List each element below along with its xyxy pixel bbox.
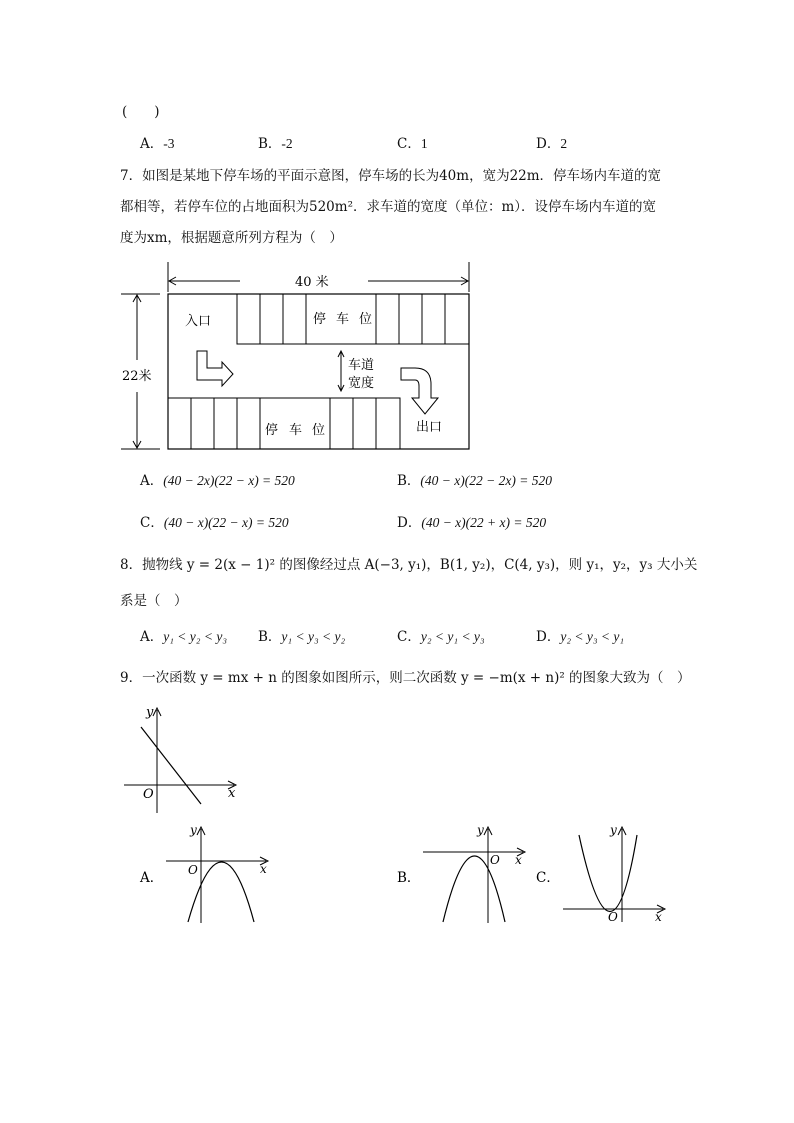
- q8-stem-line-2: 系是（ ）: [120, 593, 188, 609]
- length-label: 40 米: [295, 275, 329, 290]
- q9-stem-line-1: 9．一次函数 y = mx + n 的图象如图所示，则二次函数 y = −m(x + n)² 的图象大致为（ ）: [120, 670, 691, 686]
- axis-x-label: x: [228, 786, 236, 801]
- q8-option-c[interactable]: C．y₂ < y₁ < y₃: [397, 629, 485, 645]
- svg-text:x: x: [515, 853, 522, 867]
- svg-text:O: O: [188, 863, 198, 877]
- top-spot-label-3: 位: [359, 312, 373, 327]
- bottom-spot-label-2: 车: [289, 423, 303, 438]
- parabola-a: [188, 862, 254, 922]
- lane-label-2: 宽度: [348, 376, 375, 391]
- q6-option-a[interactable]: A．-3: [140, 136, 175, 152]
- axis-y-label: y: [146, 705, 154, 720]
- bottom-spot-label-3: 位: [312, 423, 326, 438]
- q6-option-c[interactable]: C．1: [397, 136, 428, 152]
- q7-option-a[interactable]: A．(40 − 2x)(22 − x) = 520: [140, 473, 295, 489]
- q6-option-d[interactable]: D．2: [536, 136, 568, 152]
- svg-text:O: O: [608, 910, 618, 924]
- parabola-c: [579, 835, 637, 912]
- q7-option-d[interactable]: D．(40 − x)(22 + x) = 520: [397, 515, 547, 531]
- q8-option-a[interactable]: A．y₁ < y₂ < y₃: [140, 629, 228, 645]
- q8-option-b[interactable]: B．y₁ < y₃ < y₂: [258, 629, 346, 645]
- q7-option-b[interactable]: B．(40 − x)(22 − 2x) = 520: [397, 473, 552, 489]
- width-label: 22米: [122, 369, 152, 384]
- svg-text:y: y: [477, 823, 484, 837]
- lane-label-1: 车道: [348, 358, 375, 373]
- svg-text:O: O: [490, 853, 500, 867]
- q9-option-c-letter[interactable]: C．: [536, 870, 560, 886]
- q9-option-a-letter[interactable]: A．: [140, 870, 164, 886]
- bottom-spot-label-1: 停: [265, 423, 279, 438]
- svg-text:x: x: [260, 862, 267, 876]
- q9-option-b-letter[interactable]: B．: [397, 870, 421, 886]
- q7-stem-line-1: 7．如图是某地下停车场的平面示意图，停车场的长为40m，宽为22m．停车场内车道的宽: [120, 168, 662, 184]
- svg-text:y: y: [190, 823, 197, 837]
- q8-stem-line-1: 8．抛物线 y = 2(x − 1)² 的图像经过点 A(−3, y₁)，B(1, y₂)，C(4, y₃)，则 y₁，y₂，y₃ 大小关: [120, 557, 698, 573]
- option-b-graph: [397, 823, 525, 923]
- q7-stem-line-3: 度为xm，根据题意所列方程为（ ）: [120, 230, 343, 246]
- q7-stem-line-2: 都相等，若停车位的占地面积为520m²．求车道的宽度（单位：m）．设停车场内车道的宽: [120, 199, 657, 215]
- option-c-graph: [536, 823, 665, 924]
- q8-option-d[interactable]: D．y₂ < y₃ < y₁: [536, 629, 625, 645]
- svg-text:y: y: [610, 823, 617, 837]
- q6-option-b[interactable]: B．-2: [258, 136, 293, 152]
- q6-paren: ( ): [122, 104, 160, 120]
- option-a-graph: [139, 823, 268, 923]
- q7-option-c[interactable]: C．(40 − x)(22 − x) = 520: [140, 515, 289, 531]
- exit-label: 出口: [416, 420, 443, 435]
- top-spot-label-2: 车: [336, 312, 350, 327]
- entrance-label: 入口: [185, 314, 212, 329]
- linear-function-graph: [124, 705, 236, 813]
- top-spot-label-1: 停: [313, 312, 327, 327]
- origin-label: O: [143, 787, 154, 802]
- svg-text:x: x: [655, 910, 662, 924]
